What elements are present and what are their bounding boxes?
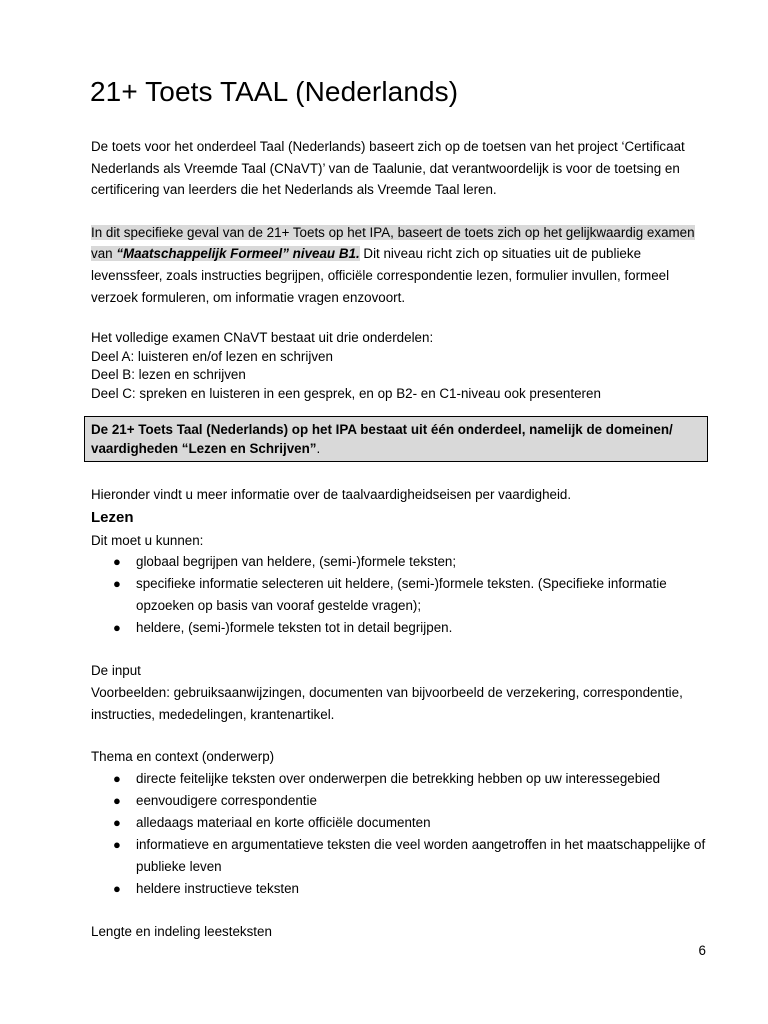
list-item	[91, 768, 706, 790]
list-item-text: specifieke informatie selecteren uit heldere, (semi-)formele teksten. (Specifieke informatie opzoeken op basis van vooraf gestelde vragen);	[136, 576, 667, 614]
page-title: 21+ Toets TAAL (Nederlands)	[90, 76, 459, 107]
list-item-text: heldere, (semi-)formele teksten tot in detail begrijpen.	[136, 620, 453, 636]
list-item-text: heldere instructieve teksten	[136, 880, 300, 896]
list-item	[91, 573, 706, 617]
more-info-paragraph: Hieronder vindt u meer informatie over de taalvaardigheidseisen per vaardigheid.	[91, 487, 572, 503]
length-label: Lengte en indeling leesteksten	[91, 923, 272, 939]
list-item	[91, 790, 706, 812]
list-item	[91, 834, 706, 878]
exam-part-c: Deel C: spreken en luisteren in een gesprek, en op B2- en C1-niveau ook presenteren	[91, 385, 601, 401]
bullet-icon: ●	[113, 554, 121, 570]
list-item	[91, 812, 706, 834]
list-item-text: eenvoudigere correspondentie	[136, 792, 317, 808]
list-item-text: alledaags materiaal en korte officiële documenten	[136, 814, 431, 830]
list-item-text: directe feitelijke teksten over onderwerpen die betrekking hebben op uw interessegebied	[136, 770, 661, 786]
bullet-icon: ●	[113, 814, 121, 830]
summary-box-text: De 21+ Toets Taal (Nederlands) op het IPA bestaat uit één onderdeel, namelijk de domeinen/ vaardigheden “Lezen en Schrijven”	[91, 422, 673, 457]
bullet-icon: ●	[113, 880, 121, 896]
highlight-prefix: In dit specifieke geval van de 21+ Toets op het IPA, baseert de toets zich op het gelijkwaardig examen van	[91, 224, 695, 262]
specific-exam-rest: Dit niveau richt zich op situaties uit de publieke levenssfeer, zoals instructies begrijpen, officiële correspondentie lezen, formulier invullen, formeel verzoek formuleren, om informatie vragen enzovoort.	[91, 246, 670, 305]
exam-parts-intro: Het volledige examen CNaVT bestaat uit drie onderdelen:	[91, 330, 434, 346]
skills-list	[91, 551, 706, 639]
bullet-icon: ●	[113, 620, 121, 636]
themes-list	[91, 768, 706, 900]
list-item-text: globaal begrijpen van heldere, (semi-)formele teksten;	[136, 554, 457, 570]
bullet-icon: ●	[113, 836, 121, 852]
page-number: 6	[698, 943, 706, 958]
bullet-icon: ●	[113, 576, 121, 592]
exam-parts-block	[91, 329, 706, 403]
list-item	[91, 551, 706, 573]
lezen-heading: Lezen	[91, 508, 134, 526]
list-item	[91, 617, 706, 639]
list-item-text: informatieve en argumentatieve teksten die veel worden aangetroffen in het maatschappelijke of publieke leven	[136, 836, 706, 874]
exam-part-b: Deel B: lezen en schrijven	[91, 367, 246, 383]
intro-paragraph: De toets voor het onderdeel Taal (Nederlands) baseert zich op de toetsen van het project ‘Certificaat Nederlands als Vreemde Taal (CNaVT)’ van de Taalunie, dat verantwoordelijk is voor de toetsing en certificering van leerders die het Nederlands als Vreemde Taal leren.	[91, 139, 685, 198]
bullet-icon: ●	[113, 792, 121, 808]
bullet-icon: ●	[113, 770, 121, 786]
exam-name: “Maatschappelijk Formeel” niveau B1.	[116, 246, 360, 262]
input-label: De input	[91, 663, 141, 679]
summary-box	[84, 416, 708, 462]
examples-paragraph: Voorbeelden: gebruiksaanwijzingen, documenten van bijvoorbeeld de verzekering, correspondentie, instructies, mededelingen, krantenartikel.	[91, 684, 683, 722]
page-content	[91, 74, 706, 942]
summary-box-end: .	[316, 441, 321, 457]
theme-label: Thema en context (onderwerp)	[91, 749, 275, 765]
exam-part-a: Deel A: luisteren en/of lezen en schrijven	[91, 348, 333, 364]
list-item	[91, 878, 706, 900]
must-label: Dit moet u kunnen:	[91, 532, 204, 548]
specific-exam-paragraph	[91, 222, 706, 308]
